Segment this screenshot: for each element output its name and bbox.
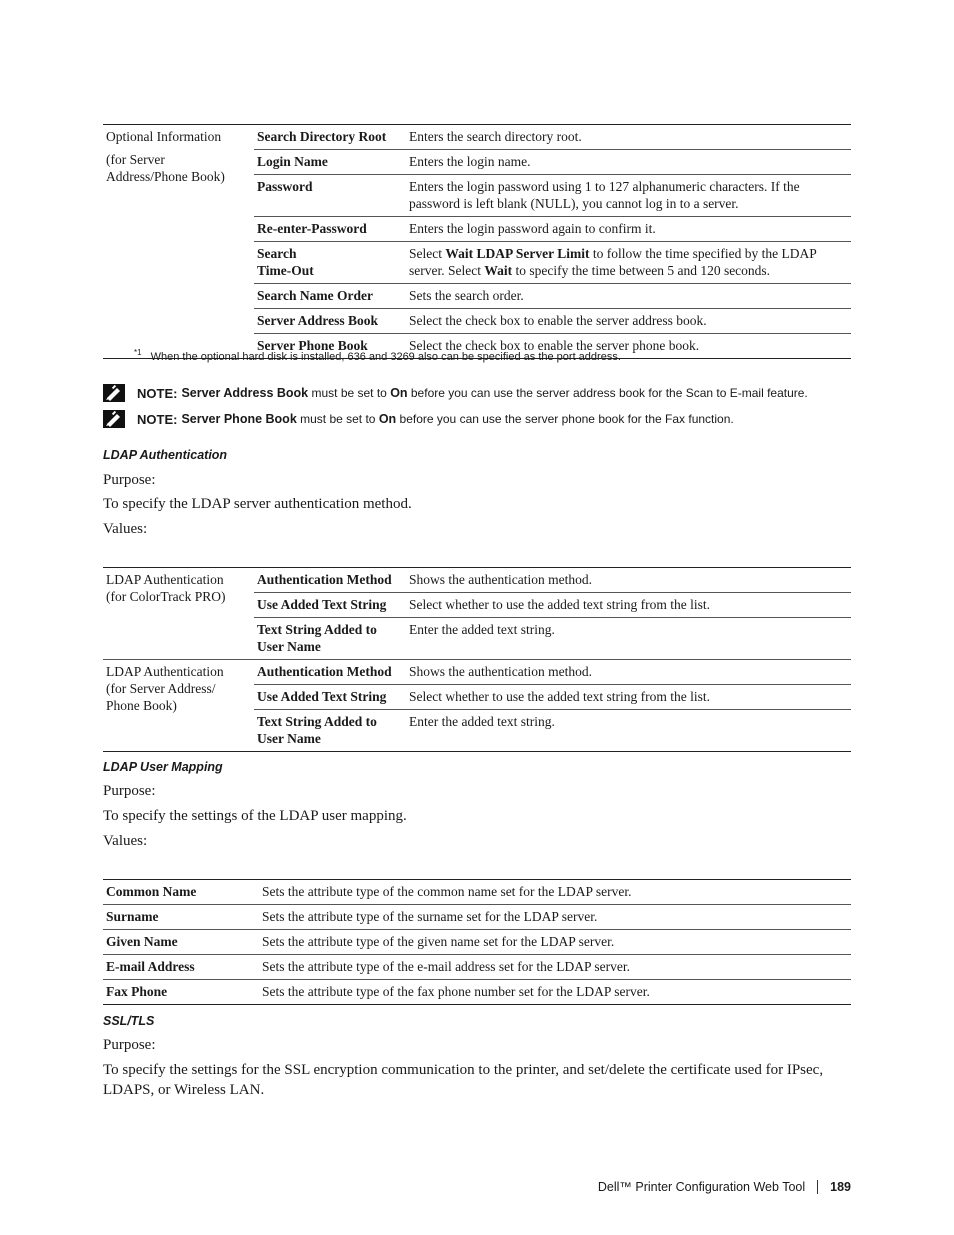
note-pencil-icon [103,410,125,428]
row-desc: Enters the login password again to confirm it. [406,217,851,242]
row-desc: Shows the authentication method. [406,660,851,685]
row-desc: Sets the attribute type of the common name set for the LDAP server. [259,880,851,905]
row-name: Search Time-Out [254,242,406,284]
footer-title: Dell™ Printer Configuration Web Tool [597,1180,806,1194]
optional-information-table [103,124,851,359]
footnote: $^{*1}$ When the optional hard disk is installed, 636 and 3269 also can be specified as the port address. [134,348,621,363]
row-desc: Enters the login name. [406,150,851,175]
section-heading-ssl-tls: SSL/TLS [103,1014,155,1028]
purpose-text: To specify the LDAP server authentication method. [103,496,412,512]
purpose-label: Purpose: [103,783,156,799]
row-name: Surname [103,905,259,930]
row-name: Fax Phone [106,984,168,999]
row-name: Server Address Book [254,309,406,334]
row-name: Password [254,175,406,217]
row-name: Re-enter-Password [254,217,406,242]
section-heading-ldap-user-mapping: LDAP User Mapping [103,760,223,774]
row-desc: Select the check box to enable the server phone book. [409,338,700,353]
row-name: Authentication Method [254,568,406,593]
note-address-book: NOTE: Server Address Book must be set to On before you can use the server address book for the Scan to E-mail feature. [103,384,808,402]
row-desc: Sets the attribute type of the e-mail address set for the LDAP server. [259,955,851,980]
row-desc: Enters the login password using 1 to 127 alphanumeric characters. If the password is left blank (NULL), you cannot log in to a server. [406,175,851,217]
footer-divider [817,1180,818,1194]
row-name: E-mail Address [103,955,259,980]
group-label: LDAP Authentication (for Server Address/ Phone Book) [106,664,224,713]
purpose-label: Purpose: [103,1037,156,1053]
row-desc: Sets the attribute type of the surname set for the LDAP server. [259,905,851,930]
row-desc: Sets the search order. [406,284,851,309]
row-name: Given Name [103,930,259,955]
note-phone-book: NOTE: Server Phone Book must be set to On before you can use the server phone book for the Fax function. [103,410,734,428]
row-name: Search Name Order [254,284,406,309]
group-label: LDAP Authentication (for ColorTrack PRO) [103,568,254,660]
row-desc: Enter the added text string. [409,714,555,729]
row-name: Text String Added to User Name [254,618,406,660]
row-name: Authentication Method [254,660,406,685]
ldap-authentication-table [103,567,851,752]
row-name: Text String Added to User Name [257,714,377,746]
note-pencil-icon [103,384,125,402]
values-label: Values: [103,833,148,849]
page-number: 189 [830,1180,851,1194]
row-desc: Shows the authentication method. [406,568,851,593]
section-heading-ldap-authentication: LDAP Authentication [103,448,228,462]
row-name: Common Name [103,880,259,905]
group-label: Optional Information (for Server Address/Phone Book) [106,129,225,184]
values-label: Values: [103,521,148,537]
row-desc: Enters the search directory root. [406,125,851,150]
page-footer [598,1180,851,1194]
row-name: Use Added Text String [254,593,406,618]
row-desc: Select Wait LDAP Server Limit to follow the time specified by the LDAP server. Select Wait to specify the time between 5 and 120 seconds. [406,242,851,284]
row-name: Login Name [254,150,406,175]
purpose-label: Purpose: [103,472,156,488]
row-desc: Sets the attribute type of the given name set for the LDAP server. [259,930,851,955]
row-desc: Select the check box to enable the server address book. [406,309,851,334]
purpose-text: To specify the settings for the SSL encryption communication to the printer, and set/delete the certificate used for IPsec, LDAPS, or Wireless LAN. [103,1062,824,1098]
row-name: Use Added Text String [254,685,406,710]
row-desc: Enter the added text string. [406,618,851,660]
ldap-user-mapping-table [103,879,851,1005]
row-name: Search Directory Root [254,125,406,150]
row-desc: Select whether to use the added text string from the list. [406,593,851,618]
row-desc: Sets the attribute type of the fax phone number set for the LDAP server. [262,984,650,999]
purpose-text: To specify the settings of the LDAP user mapping. [103,808,407,824]
row-name: Server Phone Book [257,338,368,353]
row-desc: Select whether to use the added text string from the list. [406,685,851,710]
